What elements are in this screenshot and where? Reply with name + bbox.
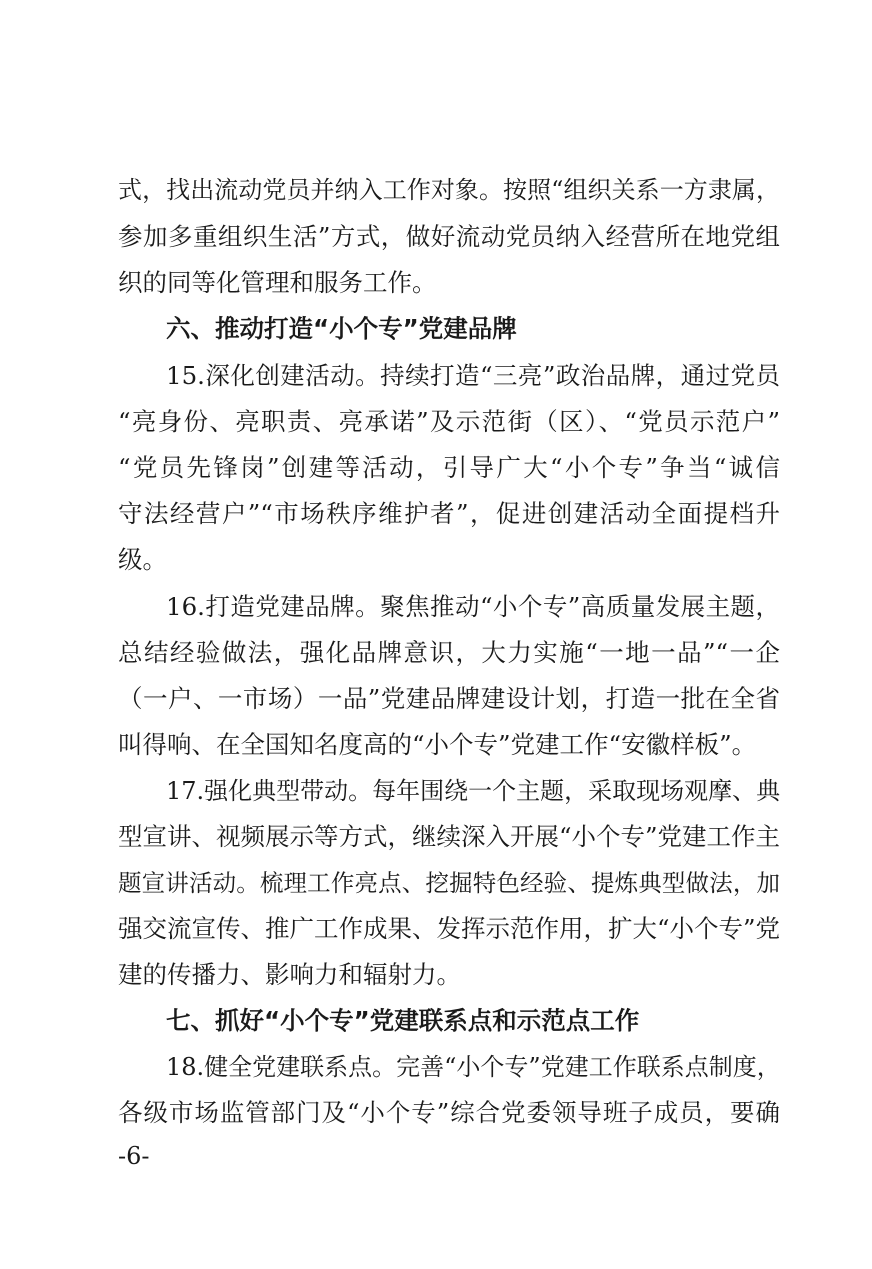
item-17-line-1: 17.强化典型带动。每年围绕一个主题，采取现场观摩、典 (166, 777, 781, 805)
item-16-line-2: 总结经验做法，强化品牌意识，大力实施“一地一品”“一企 (118, 638, 780, 667)
item-18-line-1: 18.健全党建联系点。完善“小个专”党建工作联系点制度， (166, 1053, 781, 1081)
item-16-line-4: 叫得响、在全国知名度高的“小个专”党建工作“安徽样板”。 (118, 730, 757, 759)
item-16-line-3: （一户、一市场）一品”党建品牌建设计划，打造一批在全省 (118, 684, 780, 713)
section-6-heading: 六、推动打造“小个专”党建品牌 (166, 314, 517, 343)
item-18-line-2: 各级市场监管部门及“小个专”综合党委领导班子成员，要确 (118, 1098, 780, 1127)
item-15-line-3: “党员先锋岗”创建等活动，引导广大“小个专”争当“诚信 (118, 453, 780, 482)
page-number: -6- (118, 1142, 150, 1170)
section-7-heading: 七、抓好“小个专”党建联系点和示范点工作 (166, 1006, 640, 1035)
item-15-line-1: 15.深化创建活动。持续打造“三亮”政治品牌，通过党员 (166, 361, 780, 390)
item-17-line-5: 建的传播力、影响力和辐射力。 (118, 960, 461, 989)
item-17-line-2: 型宣讲、视频展示等方式，继续深入开展“小个专”党建工作主 (118, 822, 781, 851)
intro-line-1: 式，找出流动党员并纳入工作对象。按照“组织关系一方隶属， (118, 176, 780, 204)
item-15-line-5: 级。 (118, 545, 167, 574)
intro-line-2: 参加多重组织生活”方式，做好流动党员纳入经营所在地党组 (118, 222, 780, 251)
item-17-line-4: 强交流宣传、推广工作成果、发挥示范作用，扩大“小个专”党 (118, 914, 781, 943)
item-15-line-2: “亮身份、亮职责、亮承诺”及示范街（区）、“党员示范户” (118, 407, 780, 436)
intro-line-3: 织的同等化管理和服务工作。 (118, 268, 437, 297)
item-15-line-4: 守法经营户”“市场秩序维护者”，促进创建活动全面提档升 (118, 499, 780, 528)
item-17-line-3: 题宣讲活动。梳理工作亮点、挖掘特色经验、提炼典型做法，加 (118, 869, 780, 897)
item-16-line-1: 16.打造党建品牌。聚焦推动“小个专”高质量发展主题， (166, 592, 780, 621)
